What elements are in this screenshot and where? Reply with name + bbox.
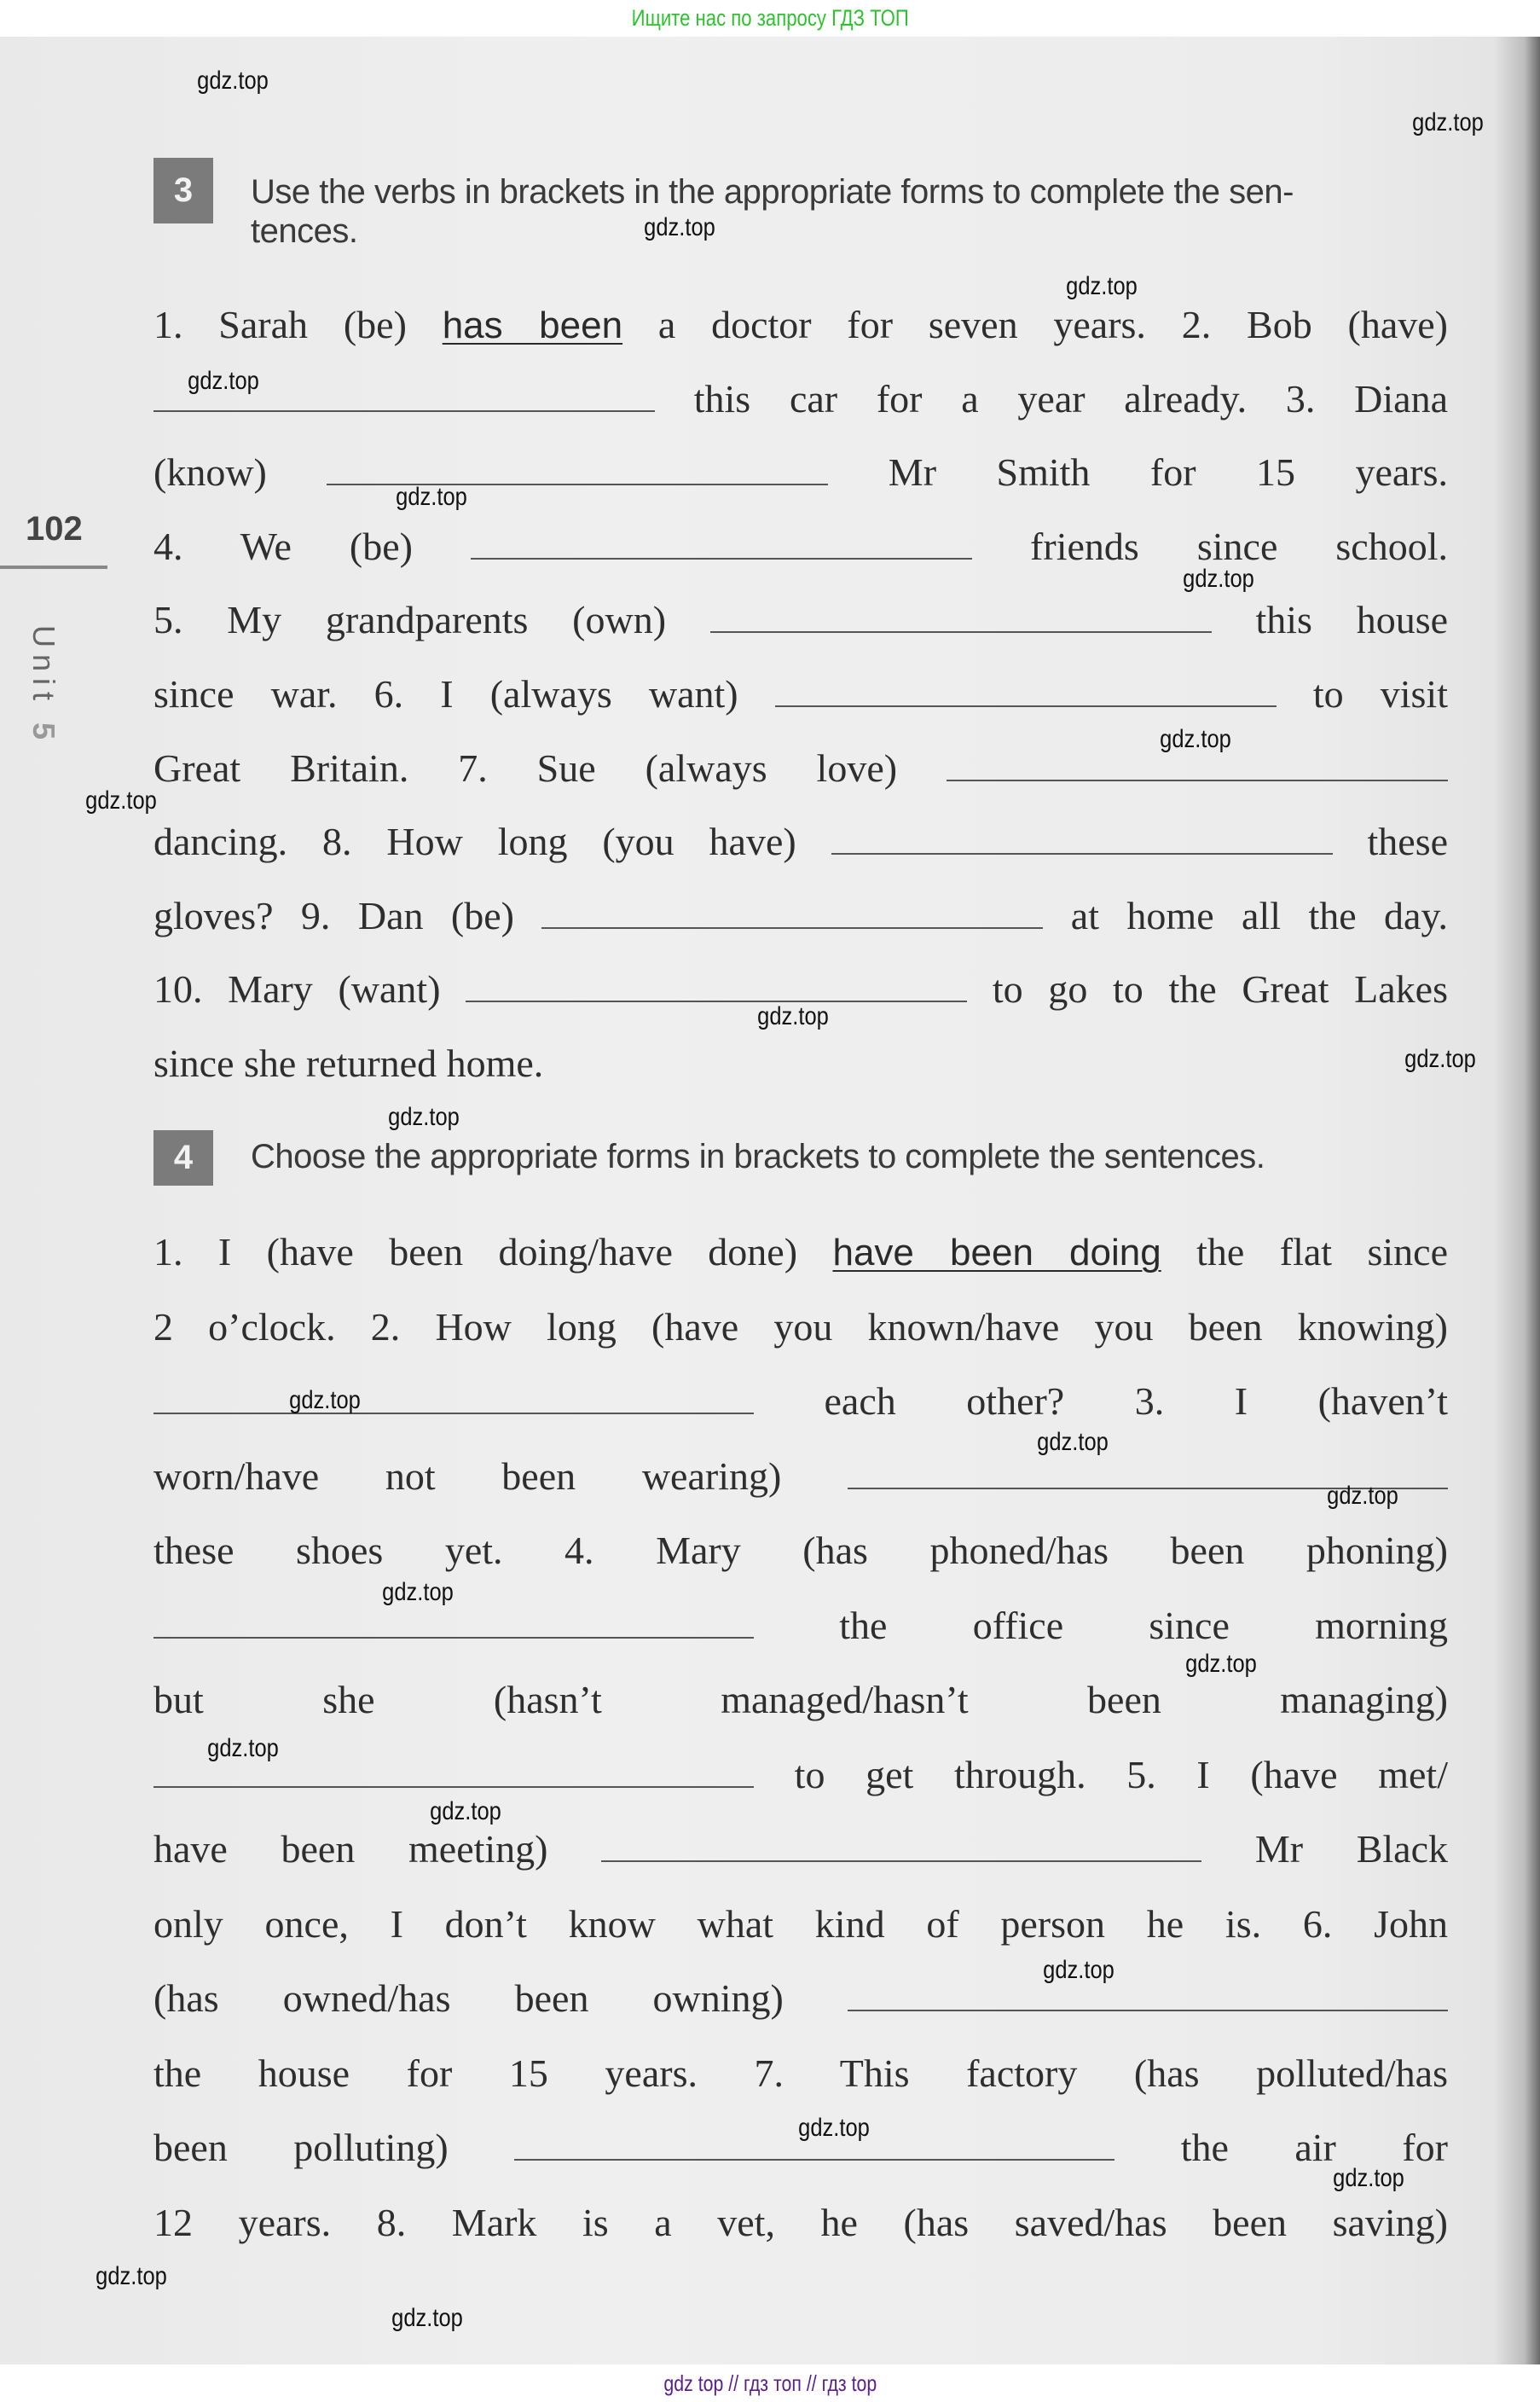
sentence-text: the air for <box>1114 2126 1448 2169</box>
watermark: gdz.top <box>289 1386 361 1414</box>
sentence-text: this car for a year already. 3. Diana <box>655 377 1448 421</box>
watermark: gdz.top <box>1183 565 1254 593</box>
answer-blank[interactable] <box>601 1835 1201 1862</box>
text-line <box>153 879 1448 953</box>
answer-blank[interactable] <box>541 902 1043 929</box>
watermark: gdz.top <box>382 1578 454 1606</box>
page-number: 102 <box>26 510 83 548</box>
answer-blank[interactable] <box>153 1611 754 1639</box>
answer-blank[interactable] <box>775 680 1277 707</box>
sentence-text: the flat since <box>1161 1230 1448 1274</box>
answer-blank[interactable] <box>848 1984 1448 2011</box>
watermark: gdz.top <box>188 367 259 395</box>
unit-number: 5 <box>26 722 61 747</box>
sentence-text: each other? 3. I (haven’t <box>754 1379 1448 1423</box>
sentence-text: to go to the Great Lakes <box>967 967 1448 1011</box>
watermark: gdz.top <box>1043 1956 1114 1984</box>
text-line <box>153 2037 1448 2110</box>
text-line <box>153 658 1448 731</box>
answer-blank[interactable] <box>947 754 1448 781</box>
filled-answer: has been <box>442 305 623 346</box>
text-line <box>153 583 1448 657</box>
watermark: gdz.top <box>1037 1428 1109 1456</box>
watermark: gdz.top <box>207 1734 279 1762</box>
answer-blank[interactable] <box>327 458 828 485</box>
watermark: gdz.top <box>197 67 269 95</box>
watermark: gdz.top <box>388 1103 460 1131</box>
sentence-text: Great Britain. 7. Sue (always love) <box>153 746 947 790</box>
sentence-text: worn/have not been wearing) <box>153 1454 848 1498</box>
text-line <box>153 1440 1448 1513</box>
watermark: gdz.top <box>1333 2164 1404 2192</box>
watermark: gdz.top <box>430 1797 501 1825</box>
text-line <box>153 1291 1448 1364</box>
watermark: gdz.top <box>1185 1650 1257 1678</box>
text-line <box>153 732 1448 805</box>
text-line <box>153 363 1448 436</box>
sentence-text: 1. I (have been doing/have done) <box>153 1230 833 1274</box>
text-line <box>153 1216 1448 1289</box>
sentence-text: Mr Smith for 15 years. <box>828 450 1448 494</box>
text-line <box>153 1813 1448 1886</box>
unit-label-text: Unit <box>26 625 61 708</box>
sentence-text: these <box>1332 820 1449 863</box>
sentence-text: to get through. 5. I (have met/ <box>754 1753 1448 1796</box>
sentence-text: gloves? 9. Dan (be) <box>153 894 542 937</box>
watermark: gdz.top <box>96 2262 167 2290</box>
sentence-text: 10. Mary (want) <box>153 967 466 1011</box>
top-banner-text: Ищите нас по запросу ГДЗ ТОП <box>631 5 909 31</box>
text-line <box>153 1738 1448 1812</box>
text-line <box>153 1514 1448 1587</box>
watermark: gdz.top <box>757 1002 829 1030</box>
text-line <box>153 288 1448 362</box>
sentence-text: (has owned/has been owning) <box>153 1976 848 2020</box>
page-number-rule <box>0 566 107 569</box>
sentence-text: but she (hasn’t managed/hasn’t been managing) <box>153 1678 1448 1721</box>
sentence-text: friends since school. <box>972 525 1448 568</box>
bottom-banner-text: gdz top // гдз топ // гдз top <box>663 2370 877 2396</box>
sentence-text: these shoes yet. 4. Mary (has phoned/has been phoning) <box>153 1529 1448 1572</box>
top-banner <box>0 0 1540 37</box>
exercise-3-instruction-line-1: Use the verbs in brackets in the appropriate forms to complete the sen- <box>251 173 1294 211</box>
text-line <box>153 1027 1448 1100</box>
watermark: gdz.top <box>644 213 715 241</box>
answer-blank[interactable] <box>831 827 1333 855</box>
sentence-text: at home all the day. <box>1043 894 1448 937</box>
exercise-3-instruction <box>251 172 1453 251</box>
sentence-text: since war. 6. I (always want) <box>153 672 775 716</box>
unit-label <box>26 625 61 746</box>
exercise-4-instruction: Choose the appropriate forms in brackets to complete the sentences. <box>251 1138 1265 1175</box>
watermark: gdz.top <box>1412 108 1484 136</box>
exercise-4-badge: 4 <box>153 1130 213 1186</box>
watermark: gdz.top <box>396 483 467 511</box>
sentence-text: since she returned home. <box>153 1041 544 1085</box>
watermark: gdz.top <box>1066 272 1138 300</box>
sentence-text: this house <box>1211 598 1449 641</box>
sentence-text: 5. My grandparents (own) <box>153 598 710 641</box>
text-line <box>153 1888 1448 1961</box>
answer-blank[interactable] <box>710 606 1212 633</box>
watermark: gdz.top <box>798 2114 870 2142</box>
text-line <box>153 805 1448 879</box>
exercise-3-instruction-line-2: tences. <box>251 212 358 250</box>
answer-blank[interactable] <box>153 1761 754 1788</box>
sentence-text: to visit <box>1276 672 1448 716</box>
text-line <box>153 2186 1448 2260</box>
sentence-text: the house for 15 years. 7. This factory (has polluted/has <box>153 2051 1448 2095</box>
answer-blank[interactable] <box>153 1387 754 1414</box>
watermark: gdz.top <box>391 2304 463 2332</box>
sentence-text: 1. Sarah (be) <box>153 303 443 346</box>
sentence-text: have been meeting) <box>153 1827 602 1871</box>
text-line <box>153 436 1448 509</box>
sentence-text: Mr Black <box>1201 1827 1448 1871</box>
sentence-text: only once, I don’t know what kind of person he is. 6. John <box>153 1902 1448 1946</box>
sentence-text: 2 o’clock. 2. How long (have you known/have you been knowing) <box>153 1305 1448 1349</box>
text-line <box>153 1962 1448 2035</box>
sentence-text: 4. We (be) <box>153 525 472 568</box>
sentence-text: the office since morning <box>754 1604 1448 1647</box>
watermark: gdz.top <box>1404 1045 1476 1073</box>
watermark: gdz.top <box>1160 725 1231 753</box>
sentence-text: been polluting) <box>153 2126 515 2169</box>
answer-blank[interactable] <box>471 532 972 560</box>
bottom-banner <box>0 2364 1540 2402</box>
exercise-3-badge: 3 <box>153 158 213 223</box>
answer-blank[interactable] <box>466 975 967 1002</box>
watermark: gdz.top <box>85 786 157 815</box>
watermark: gdz.top <box>1327 1482 1398 1510</box>
sentence-text: 12 years. 8. Mark is a vet, he (has saved/has been saving) <box>153 2201 1448 2244</box>
sentence-text: (know) <box>153 450 327 494</box>
filled-answer: have been doing <box>832 1232 1161 1274</box>
sentence-text: a doctor for seven years. 2. Bob (have) <box>622 303 1448 346</box>
sentence-text: dancing. 8. How long (you have) <box>153 820 831 863</box>
